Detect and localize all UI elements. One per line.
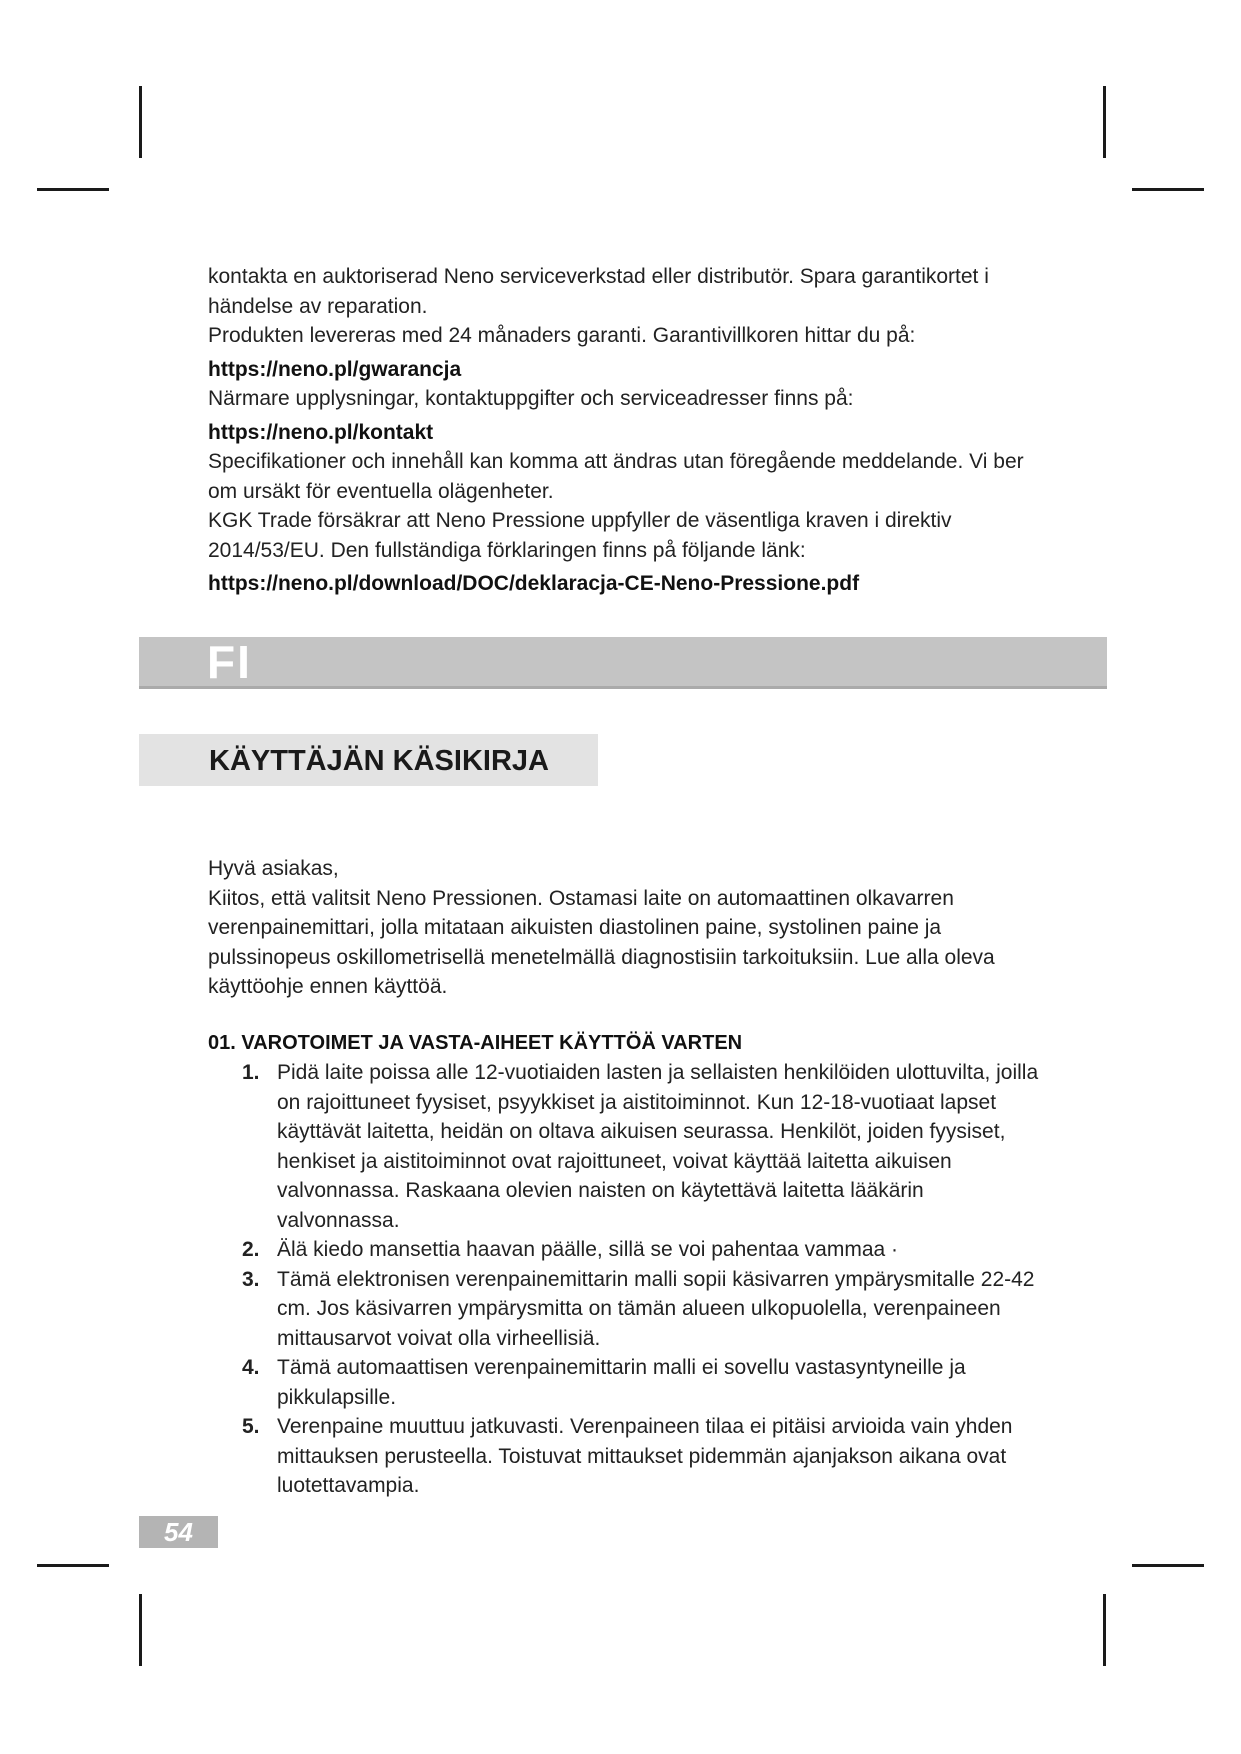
crop-mark bbox=[139, 1594, 142, 1666]
manual-title-bar bbox=[139, 734, 598, 786]
item-text: Tämä elektronisen verenpainemittarin malli sopii käsivarren ympärysmitalle 22-42 cm. Jos käsivarren ympärysmitta on tämän alueen ulkopuolella, verenpaineen mittausarvot voivat olla virheellisiä. bbox=[277, 1267, 1035, 1350]
crop-mark bbox=[37, 188, 109, 191]
sv-line: kontakta en auktoriserad Neno serviceverkstad eller distributör. Spara garantikortet i händelse av reparation. bbox=[208, 265, 989, 318]
list-item bbox=[208, 1412, 1048, 1501]
crop-mark bbox=[1132, 1564, 1204, 1567]
language-code: FI bbox=[207, 636, 252, 688]
greeting: Hyvä asiakas, bbox=[208, 857, 339, 880]
page-number-box bbox=[139, 1516, 218, 1548]
contact-text: Närmare upplysningar, kontaktuppgifter och serviceadresser finns på: bbox=[208, 387, 854, 410]
list-item bbox=[208, 1265, 1048, 1354]
crop-mark bbox=[1132, 188, 1204, 191]
sv-line: Produkten levereras med 24 månaders garanti. Garantivillkoren hittar du på: bbox=[208, 324, 916, 347]
intro bbox=[208, 854, 1048, 1002]
sv-section bbox=[208, 262, 1048, 599]
item-number: 3. bbox=[242, 1267, 260, 1291]
item-text: Tämä automaattisen verenpainemittarin malli ei sovellu vastasyntyneille ja pikkulapsille. bbox=[277, 1356, 966, 1409]
crop-mark bbox=[1103, 1594, 1106, 1666]
precautions-section bbox=[208, 1029, 1048, 1501]
page-number: 54 bbox=[164, 1517, 193, 1547]
section-title: 01. VAROTOIMET JA VASTA-AIHEET KÄYTTÖÄ VARTEN bbox=[208, 1032, 743, 1054]
item-number: 1. bbox=[242, 1061, 260, 1084]
item-number: 4. bbox=[242, 1356, 260, 1379]
declaration-text: KGK Trade försäkrar att Neno Pressione uppfyller de väsentliga kraven i direktiv 2014/53/EU. Den fullständiga förklaringen finns på följande länk: bbox=[208, 509, 952, 562]
crop-mark bbox=[139, 86, 142, 158]
precautions-list bbox=[208, 1058, 1048, 1501]
item-number: 2. bbox=[242, 1238, 260, 1261]
item-number: 5. bbox=[242, 1415, 260, 1438]
manual-title: KÄYTTÄJÄN KÄSIKIRJA bbox=[209, 745, 549, 777]
item-text: Pidä laite poissa alle 12-vuotiaiden lasten ja sellaisten henkilöiden ulottuvilta, joilla on rajoittuneet fyysiset, psyykkiset ja aistitoiminnot. Kun 12-18-vuotiaat lapset käyttävät laitetta, heidän on oltava aikuisen seurassa. Henkilöt, joiden fyysiset, henkiset ja aistitoiminnot ovat rajoittuneet, voivat käyttää laitetta aikuisen valvonnassa. Raskaana olevien naisten on käytettävä laitetta lääkärin valvonnassa. bbox=[277, 1061, 1039, 1232]
item-text: Verenpaine muuttuu jatkuvasti. Verenpaineen tilaa ei pitäisi arvioida vain yhden mittauksen perusteella. Toistuvat mittaukset pidemmän ajanjakson aikana ovat luotettavampia. bbox=[277, 1415, 1013, 1497]
language-bar bbox=[139, 637, 1107, 689]
list-item bbox=[208, 1235, 1048, 1265]
list-item bbox=[208, 1353, 1048, 1412]
intro-text: Kiitos, että valitsit Neno Pressionen. Ostamasi laite on automaattinen olkavarren verenpainemittari, jolla mitataan aikuisten diastolinen paine, systolinen paine ja pulssinopeus oskillometrisellä menetelmällä diagnostisiin tarkoituksiin. Lue alla oleva käyttöohje ennen käyttöä. bbox=[208, 886, 995, 998]
list-item bbox=[208, 1058, 1048, 1235]
warranty-link[interactable]: https://neno.pl/gwarancja bbox=[208, 357, 462, 381]
contact-link[interactable]: https://neno.pl/kontakt bbox=[208, 420, 434, 444]
item-text: Älä kiedo mansettia haavan päälle, sillä se voi pahentaa vammaa · bbox=[277, 1238, 899, 1261]
crop-mark bbox=[37, 1564, 109, 1567]
crop-mark bbox=[1103, 86, 1106, 158]
spec-text: Specifikationer och innehåll kan komma att ändras utan föregående meddelande. Vi ber om ursäkt för eventuella olägenheter. bbox=[208, 450, 1024, 503]
declaration-link[interactable]: https://neno.pl/download/DOC/deklaracja-CE-Neno-Pressione.pdf bbox=[208, 572, 860, 595]
